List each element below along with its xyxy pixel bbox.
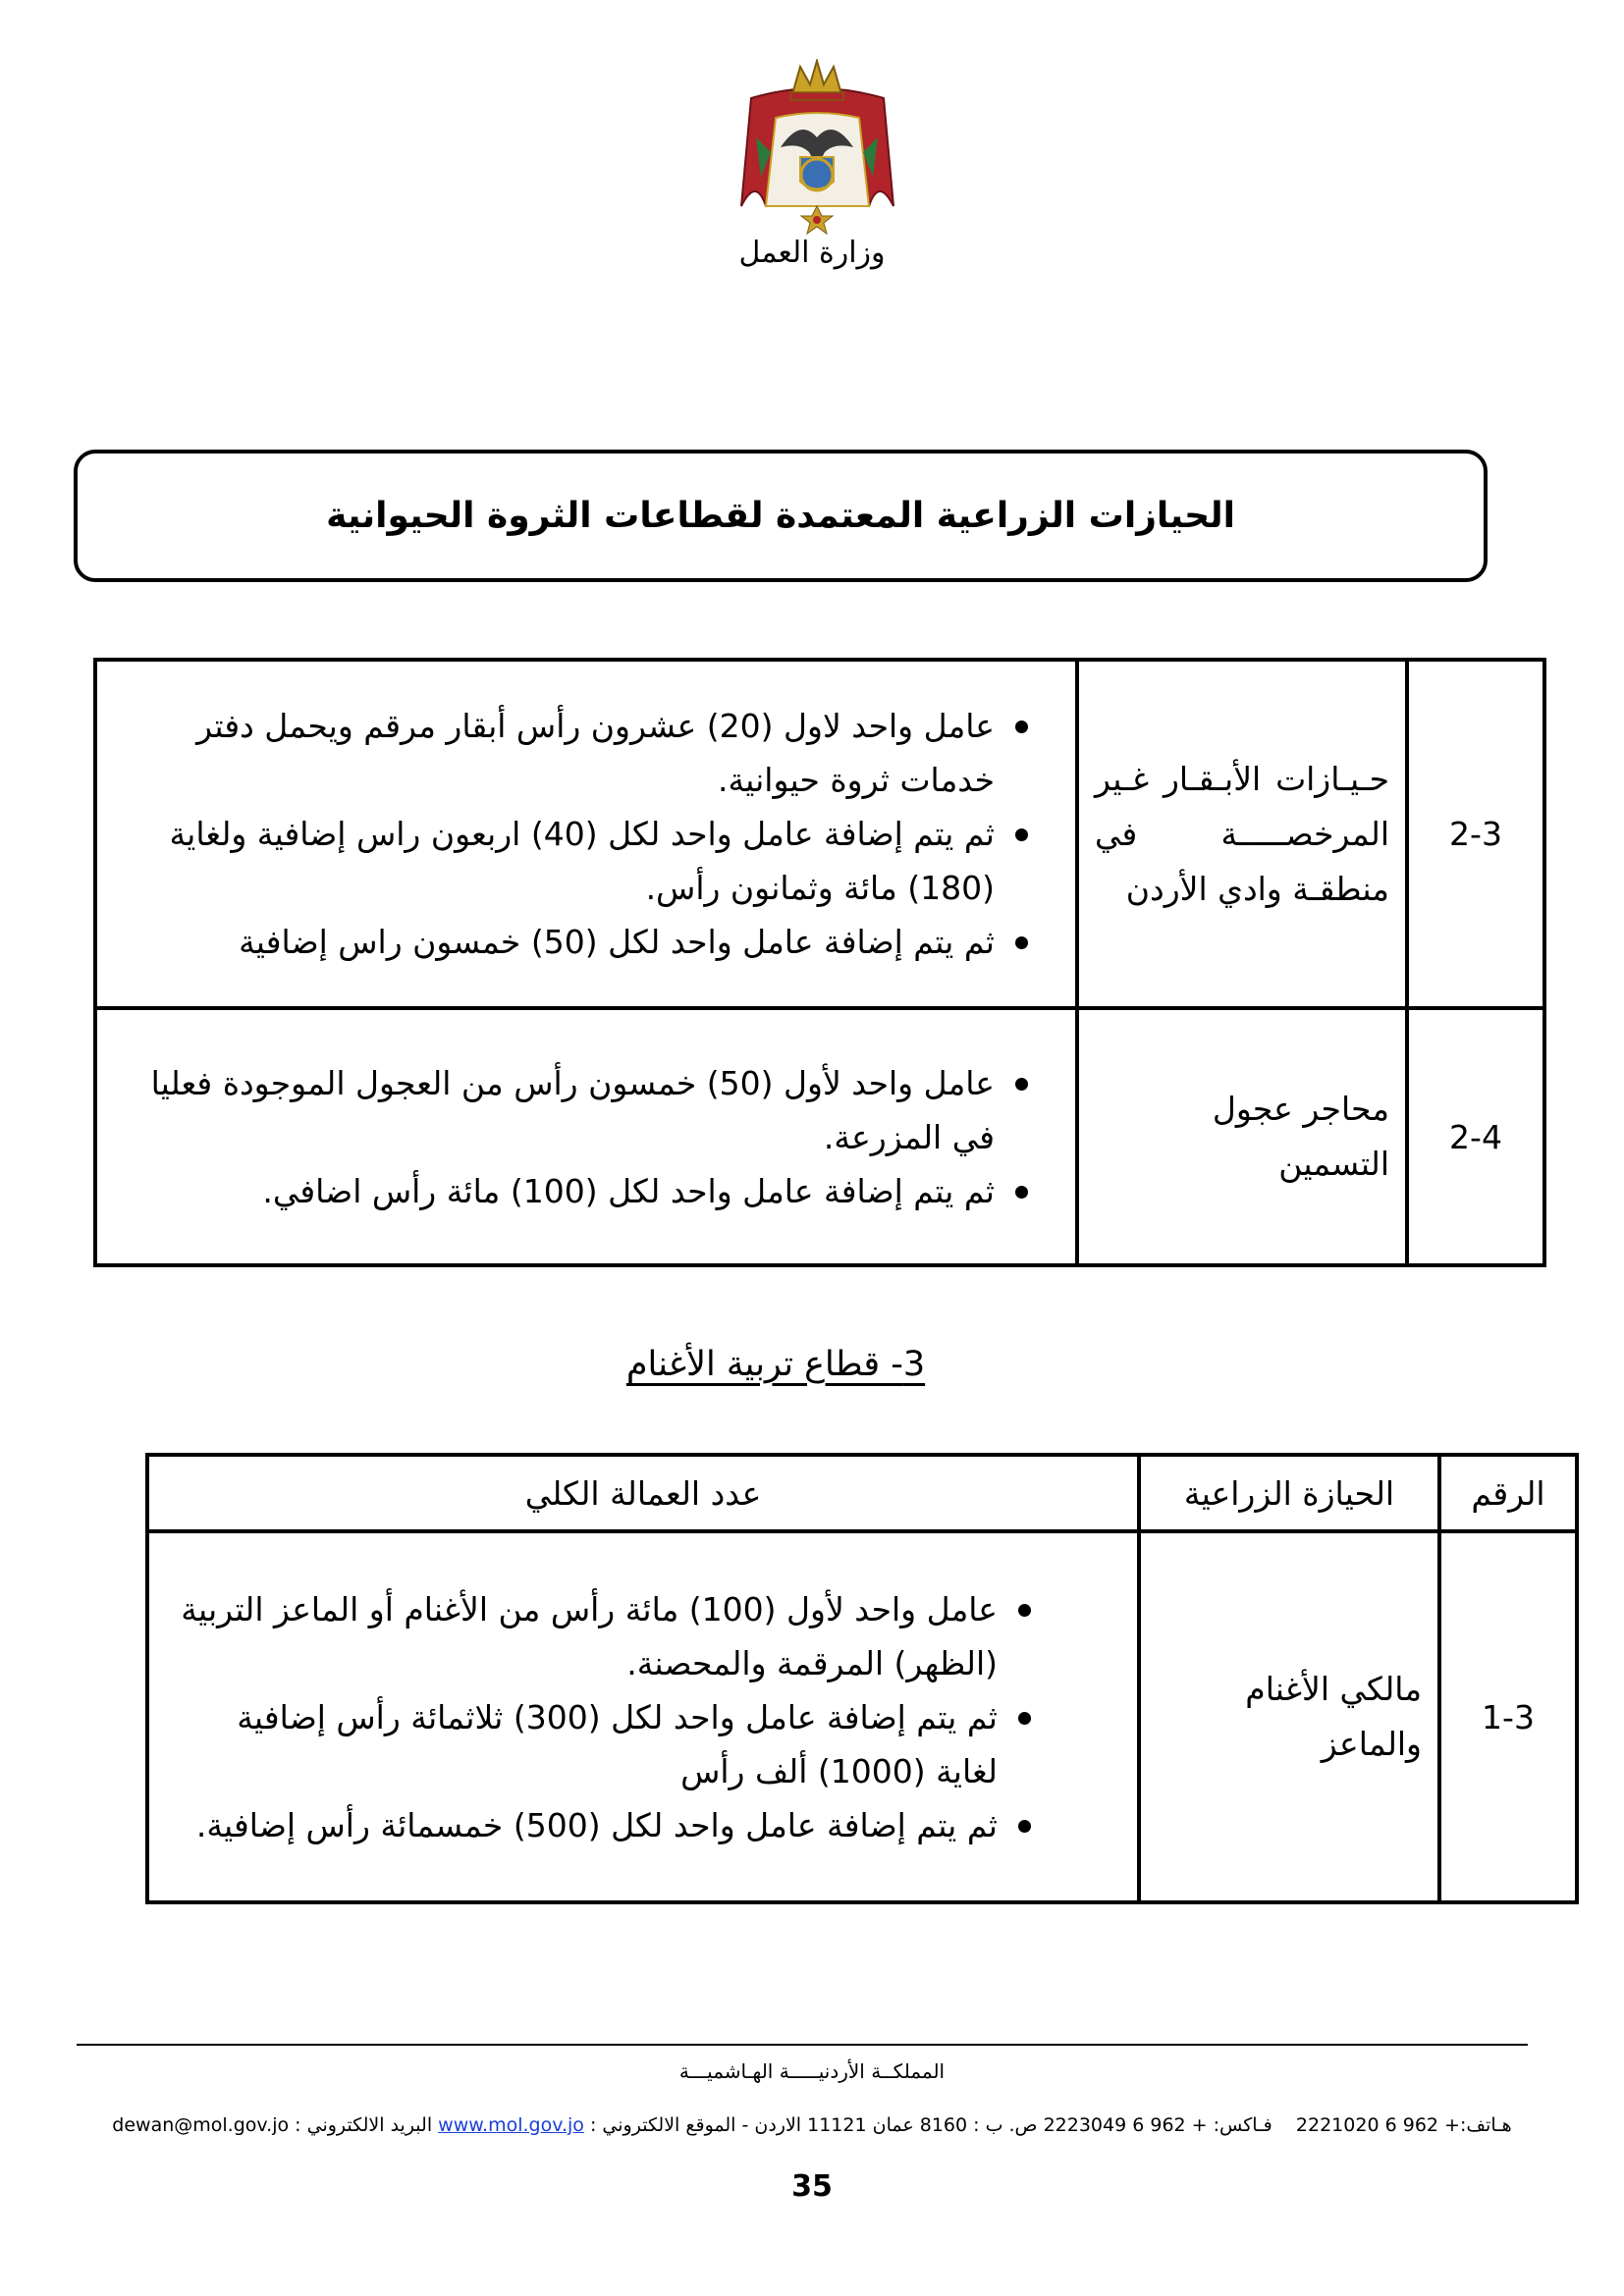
list-item: ثم يتم إضافة عامل واحد لكل (100) مائة رأس اضافي.: [142, 1164, 995, 1218]
workers-list: [113, 1056, 1028, 1218]
row-number: 2-4: [1407, 1008, 1544, 1265]
footer-email[interactable]: dewan@mol.gov.jo: [112, 2114, 290, 2136]
list-item: عامل واحد لاول (20) عشرون رأس أبقار مرقم ويحمل دفتر خدمات ثروة حيوانية.: [113, 699, 995, 807]
row-number: 1-3: [1439, 1531, 1577, 1902]
workers-cell: [147, 1531, 1139, 1902]
footer-fax: فـاكس: + 962 6 2223049: [1043, 2114, 1272, 2136]
list-item: عامل واحد لأول (50) خمسون رأس من العجول الموجودة فعليا في المزرعة.: [142, 1056, 995, 1164]
list-item: ثم يتم إضافة عامل واحد لكل (500) خمسمائة رأس إضافية.: [165, 1798, 998, 1852]
workers-cell: [95, 660, 1077, 1008]
workers-list: [113, 699, 1028, 969]
header-holding: الحيازة الزراعية: [1139, 1455, 1439, 1531]
website-link[interactable]: www.mol.gov.jo: [438, 2114, 584, 2136]
footer-address: ص. ب : 8160 عمان 11121 الاردن - الموقع الالكتروني :: [589, 2114, 1038, 2136]
holding-name: مالكي الأغنام والماعز: [1139, 1531, 1439, 1902]
section-heading: 3- قطاع تربية الأغنام: [625, 1345, 926, 1384]
list-item: ثم يتم إضافة عامل واحد لكل (300) ثلاثمائة رأس إضافية لغاية (1000) ألف رأس: [165, 1690, 998, 1798]
footer-contact: [59, 2114, 1565, 2136]
page-title: الحيازات الزراعية المعتمدة لقطاعات الثروة الحيوانية: [326, 496, 1235, 536]
sheep-holdings-table: [145, 1453, 1579, 1904]
footer-divider: [77, 2044, 1528, 2046]
footer-kingdom: المملكــة الأردنيـــــة الهـاشميـــة: [678, 2059, 946, 2083]
ministry-name: وزارة العمل: [738, 236, 886, 270]
row-number: 2-3: [1407, 660, 1544, 1008]
holding-name: حـيـازات الأبـقـار غـير المرخصـــــة في منطقـة وادي الأردن: [1077, 660, 1407, 1008]
holding-name: محاجر عجول التسمين: [1077, 1008, 1407, 1265]
list-item: عامل واحد لأول (100) مائة رأس من الأغنام أو الماعز التربية (الظهر) المرقمة والمحصنة.: [165, 1582, 998, 1690]
footer-phone: هـاتف:+ 962 6 2221020: [1295, 2114, 1512, 2136]
list-item: ثم يتم إضافة عامل واحد لكل (40) اربعون راس إضافية ولغاية (180) مائة وثمانون رأس.: [113, 807, 995, 915]
table-header-row: [147, 1455, 1577, 1531]
table-row: [95, 660, 1544, 1008]
header-workers: عدد العمالة الكلي: [147, 1455, 1139, 1531]
table-row: [147, 1531, 1577, 1902]
header-number: الرقم: [1439, 1455, 1577, 1531]
cattle-holdings-table: [93, 658, 1546, 1267]
title-box: [74, 450, 1488, 582]
workers-list: [165, 1582, 1031, 1852]
footer-email-label: البريد الالكتروني :: [295, 2114, 433, 2136]
list-item: ثم يتم إضافة عامل واحد لكل (50) خمسون راس إضافية: [113, 915, 995, 969]
coat-of-arms-emblem: [731, 59, 903, 236]
page-number: 35: [791, 2169, 833, 2204]
workers-cell: [95, 1008, 1077, 1265]
table-row: [95, 1008, 1544, 1265]
